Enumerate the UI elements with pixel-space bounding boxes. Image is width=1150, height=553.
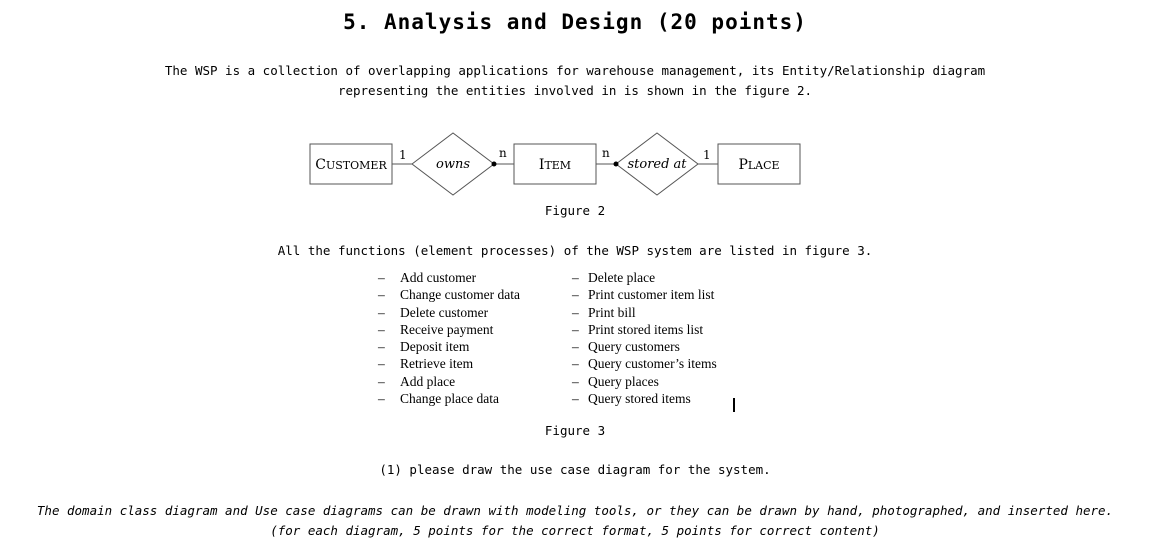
list-item: – Delete customer [378,304,489,320]
page-title: 5. Analysis and Design (20 points) [343,10,807,34]
entity-place-label: PLACE [738,157,780,173]
list-item: – Query customers [572,339,680,355]
list-item: – Add customer [378,270,477,285]
cardinality-owns-item: n [499,146,507,160]
list-item: – Change place data [378,391,499,407]
er-diagram [0,0,1150,220]
list-item: – Print bill [572,304,636,320]
list-item: – Receive payment [378,321,494,337]
figure-2-caption: Figure 2 [544,203,606,218]
list-item: – Delete place [572,270,656,285]
list-item: – Query customer’s items [572,356,717,372]
intro-paragraph-line-2: representing the entities involved in is shown in the figure 2. [337,83,813,98]
question-1: (1) please draw the use case diagram for the system. [379,462,771,477]
item-stored-dot [614,162,619,167]
cardinality-stored-place: 1 [703,148,711,162]
relationship-owns-label: owns [436,157,470,172]
cardinality-customer-owns: 1 [399,148,407,162]
relationship-stored-at-label: stored at [627,157,687,172]
entity-customer-label: CUSTOMER [315,157,387,173]
note-line-1: The domain class diagram and Use case diagrams can be drawn with modeling tools, or they can be drawn by hand, photographed, and inserted here. [36,503,1114,518]
list-item: – Change customer data [378,287,520,303]
note-line-2: (for each diagram, 5 points for the correct format, 5 points for correct content) [270,523,880,538]
functions-list-right [572,269,717,407]
list-item: – Print stored items list [572,321,704,337]
list-item: – Query stored items [572,391,691,407]
list-item: – Print customer item list [572,287,715,303]
list-item: – Retrieve item [378,356,474,372]
functions-intro: All the functions (element processes) of the WSP system are listed in figure 3. [277,243,873,258]
figure-3-caption: Figure 3 [544,423,606,438]
intro-paragraph-line-1: The WSP is a collection of overlapping applications for warehouse management, its Entity/Relationship diagram [164,63,986,78]
list-item: – Deposit item [378,339,470,355]
list-item: – Query places [572,373,659,389]
cardinality-item-stored: n [602,146,610,160]
owns-item-dot [492,162,497,167]
entity-item-label: ITEM [538,157,572,173]
text-cursor[interactable] [733,398,735,412]
list-item: – Add place [378,373,456,389]
functions-list-left [378,269,520,407]
